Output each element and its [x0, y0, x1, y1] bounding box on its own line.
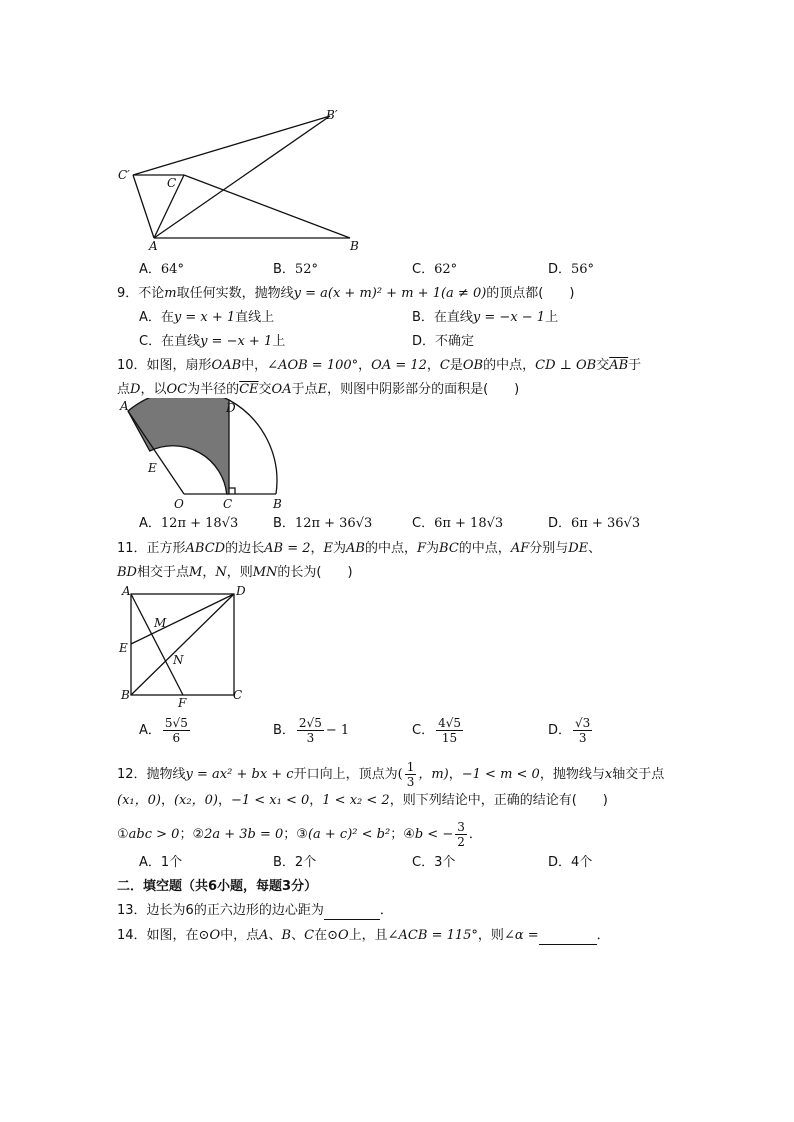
q9-option-a[interactable]: A．在y = x + 1直线上: [139, 310, 275, 325]
q10-option-a[interactable]: A．12π + 18√3: [139, 516, 239, 531]
fig10-label-a: A: [120, 399, 129, 413]
fig10-label-b: B: [273, 497, 282, 511]
fig11-label-f: F: [178, 696, 187, 710]
q8-option-c[interactable]: C．62°: [412, 262, 458, 277]
fig11-label-e: E: [119, 641, 128, 655]
q13-stem: 13．边长为6的正六边形的边心距为 ．: [117, 903, 393, 918]
fig11-label-d: D: [236, 584, 246, 598]
q12-conclusions: ①abc > 0；②2a + 3b = 0；③(a + c)² < b²；④b < − $\frac{3}{2}$ ．: [117, 820, 482, 849]
fig10-label-o: O: [174, 497, 184, 511]
q10-figure: [112, 398, 292, 513]
fig10-label-e: E: [148, 461, 157, 475]
fig10-label-d: D: [226, 401, 236, 415]
q11-option-b[interactable]: B． $\frac{2√5}{3}$ − 1: [273, 716, 350, 745]
fig8-label-a: A: [149, 239, 158, 253]
q9-stem: 9．不论m取任何实数，抛物线y = a(x + m)² + m + 1(a ≠ 0)的顶点都( ): [117, 286, 575, 301]
q9-option-b[interactable]: B．在直线y = −x − 1上: [412, 310, 559, 325]
q10-option-c[interactable]: C．6π + 18√3: [412, 516, 504, 531]
q12-option-b[interactable]: B．2个: [273, 855, 317, 870]
fig11-label-c: C: [233, 688, 243, 702]
fig11-label-m: M: [154, 616, 167, 630]
q11-option-a[interactable]: A． $\frac{5√5}{6}$: [139, 716, 188, 745]
q13-answer-blank[interactable]: [324, 919, 380, 920]
q11-stem-line1: 11．正方形ABCD的边长AB = 2，E为AB的中点，F为BC的中点，AF分别与DE、: [117, 541, 602, 556]
q10-stem-line2: 点D，以OC为半径的$\overline{CE}$交OA于点E，则图中阴影部分的面积是( ): [117, 382, 520, 397]
q12-option-c[interactable]: C．3个: [412, 855, 456, 870]
q12-stem-line2: (x₁，0)，(x₂，0)，−1 < x₁ < 0，1 < x₂ < 2，则下列结论中，正确的结论有( ): [117, 793, 608, 808]
q9-option-d[interactable]: D．不确定: [412, 334, 475, 349]
q10-option-b[interactable]: B．12π + 36√3: [273, 516, 373, 531]
q11-option-d[interactable]: D． $\frac{√3}{3}$: [548, 716, 591, 745]
q12-option-a[interactable]: A．1个: [139, 855, 183, 870]
fig8-label-bprime: B′: [326, 108, 338, 122]
fig11-label-n: N: [173, 653, 184, 667]
section-heading-fill-in: 二．填空题（共6小题，每题3分）: [117, 879, 318, 894]
fig8-label-b: B: [350, 239, 359, 253]
q11-option-c[interactable]: C． $\frac{4√5}{15}$: [412, 716, 461, 745]
q12-option-d[interactable]: D．4个: [548, 855, 593, 870]
q9-option-c[interactable]: C．在直线y = −x + 1上: [139, 334, 286, 349]
q10-shaded-region: [128, 398, 229, 494]
fig8-label-c: C: [167, 176, 177, 190]
fig10-label-c: C: [223, 497, 233, 511]
q14-stem: 14．如图，在⊙O中，点A、B、C在⊙O上，且∠ACB = 115°，则∠α = ．: [117, 928, 610, 943]
q8-option-d[interactable]: D．56°: [548, 262, 595, 277]
q10-stem-line1: 10．如图，扇形OAB中，∠AOB = 100°，OA = 12，C是OB的中点，CD ⊥ OB交$\overline{AB}$于: [117, 358, 642, 373]
q8-option-a[interactable]: A．64°: [139, 262, 184, 277]
fig11-label-b: B: [121, 688, 130, 702]
fig8-label-cprime: C′: [118, 168, 130, 182]
q8-option-b[interactable]: B．52°: [273, 262, 318, 277]
q12-stem-line1: 12．抛物线y = ax² + bx + c开口向上，顶点为( $\frac{1}{3}$ ，m)，−1 < m < 0，抛物线与x轴交于点: [117, 760, 665, 789]
q14-answer-blank[interactable]: [539, 944, 597, 945]
q10-option-d[interactable]: D．6π + 36√3: [548, 516, 641, 531]
q11-figure: [112, 582, 257, 710]
q11-stem-line2: BD相交于点M，N，则MN的长为( ): [117, 565, 353, 580]
fig11-label-a: A: [122, 584, 131, 598]
q8-figure: [110, 105, 370, 255]
